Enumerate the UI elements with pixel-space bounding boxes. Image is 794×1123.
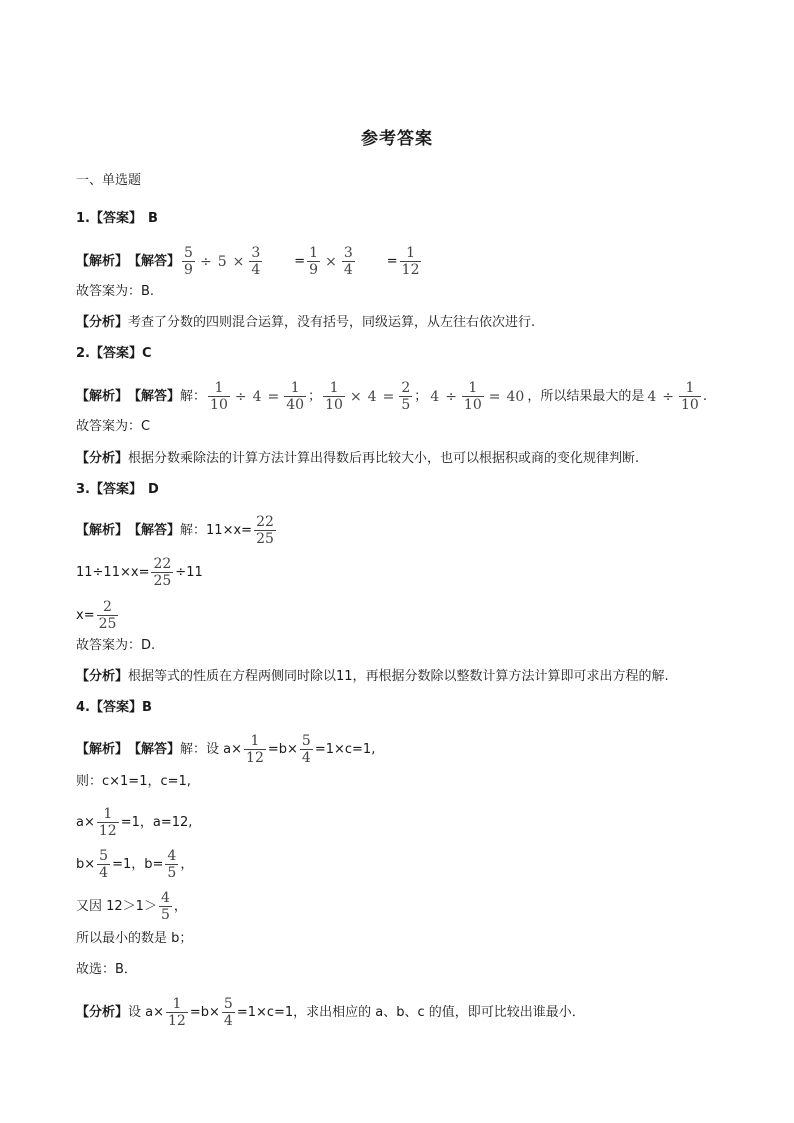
q3-remark-line [76,667,669,687]
q2-number-4: 4 [647,388,657,405]
q4-line2: 则：c×1=1，c=1, [76,774,191,789]
q4-remark-pre: 设 a× [128,1004,165,1020]
q4-line1-post: =1×c=1, [314,741,376,757]
q2-remark: 根据分数乘除法的计算方法计算出得数后再比较大小，也可以根据积或商的变化规律判断. [128,451,640,466]
q1-fraction-3-4: $\frac{3}{4}$ [251,245,261,278]
q4-fraction-5-4: $\frac{5}{4}$ [301,733,311,766]
q2-fraction-1-10-c: $\frac{1}{10}$ [463,380,482,413]
q4-answer: B [142,700,152,715]
solution-tag: 【解答】 [128,388,181,404]
divide-symbol: ÷ [234,388,247,405]
q4-line4-pre: b× [76,856,96,872]
q4-answer-line [76,698,152,718]
q3-number: 3. [76,482,90,497]
q2-number-4: 4 [367,388,377,405]
q2-answer-line [76,344,152,364]
remark-tag: 【分析】 [76,1004,129,1020]
q1-number: 1. [76,211,90,226]
q3-line2-post: ÷11 [175,564,203,580]
solution-tag: 【解答】 [128,741,181,757]
q1-fraction-1-9: $\frac{1}{9}$ [309,245,319,278]
q3-fraction-2-25: $\frac{2}{25}$ [98,599,117,632]
q2-fraction-1-10-d: $\frac{1}{10}$ [680,380,699,413]
q3-conclusion: 故答案为：D. [76,638,156,653]
q2-fraction-2-5: $\frac{2}{5}$ [401,380,411,413]
q4-line4-post: ， [180,856,194,872]
q2-tail-text: ，所以结果最大的是 [527,388,645,404]
remark-tag: 【分析】 [76,315,129,330]
solution-tag: 【解答】 [128,253,181,269]
remark-tag: 【分析】 [76,451,129,466]
answer-tag: 【答案】 [89,346,142,361]
answer-tag: 【答案】 [89,700,142,715]
remark-tag: 【分析】 [76,669,129,684]
q4-remark-line [76,997,585,1028]
q3-line3-pre: x= [76,607,95,623]
q3-equation-line3 [76,600,120,631]
answer-tag: 【答案】 [89,211,142,226]
divide-symbol: ÷ [199,253,212,270]
q4-line5-pre: 又因 12＞1＞ [76,898,157,914]
section-heading: 一、单选题 [76,173,142,188]
q4-line5-post: ， [173,898,187,914]
q3-fraction-22-25: $\frac{22}{25}$ [256,514,274,547]
divide-symbol: ÷ [662,388,674,405]
solution-tag: 【解答】 [128,522,181,538]
q2-number-4: 4 [252,388,262,405]
q4-line4 [76,849,193,880]
q4-line1-mid: =b× [267,741,298,757]
q4-fraction-4-5-b: $\frac{4}{5}$ [160,890,170,923]
q3-equation-line2 [76,557,203,588]
q4-line6: 所以最小的数是 b； [76,931,193,946]
q2-conclusion: 故答案为：C [76,419,151,434]
q3-solution-line [76,515,278,546]
q3-answer: D [148,482,159,497]
q4-number: 4. [76,700,90,715]
q1-answer-line [76,209,158,229]
equals-symbol: = [294,253,306,269]
q4-remark-post: =1×c=1，求出相应的 a、b、c 的值，即可比较出谁最小． [236,1004,585,1020]
separator: ； [414,388,428,404]
q2-fraction-1-10: $\frac{1}{10}$ [210,380,228,413]
q4-solution-line [76,734,375,765]
equals-symbol: = [267,388,280,405]
q4-fraction-1-12-b: $\frac{1}{12}$ [98,806,117,839]
separator: ； [308,388,322,404]
q2-fraction-1-40: $\frac{1}{40}$ [286,380,305,413]
q2-remark-line [76,449,639,469]
q4-remark-fraction-5-4: $\frac{5}{4}$ [223,996,233,1029]
q3-line2-pre: 11÷11×x= [76,564,150,580]
q2-solution-line [76,381,707,412]
multiply-symbol: × [325,253,337,270]
analysis-tag: 【解析】 [76,253,129,269]
equals-symbol: = [386,253,398,269]
q4-line1-pre: 解：设 a× [180,741,243,757]
q1-solution-line [76,246,423,277]
divide-symbol: ÷ [445,388,457,405]
q1-remark: 考查了分数的四则混合运算，没有括号，同级运算，从左往右依次进行. [128,315,536,330]
q4-fraction-4-5: $\frac{4}{5}$ [167,848,177,881]
q1-fraction-3-4-b: $\frac{3}{4}$ [343,245,353,278]
q4-fraction-5-4-b: $\frac{5}{4}$ [99,848,109,881]
q2-result-40: 40 [506,388,525,405]
q3-fraction-22-25-b: $\frac{22}{25}$ [153,556,172,589]
analysis-tag: 【解析】 [76,522,129,538]
answer-tag: 【答案】 [89,482,142,497]
q4-line5 [76,891,187,922]
q4-fraction-1-12: $\frac{1}{12}$ [246,733,264,766]
q3-equation-line1: 解：11×x= [180,522,253,538]
q2-fraction-1-10-b: $\frac{1}{10}$ [325,380,343,413]
q4-line3-pre: a× [76,814,95,830]
multiply-symbol: × [349,388,362,405]
multiply-symbol: × [232,253,245,270]
q1-number-5: 5 [217,253,227,270]
q4-line4-mid: =1，b= [112,856,164,872]
q3-answer-line [76,480,159,500]
q1-remark-line [76,313,535,333]
q1-fraction-5-9: $\frac{5}{9}$ [184,245,193,278]
q4-line3-post: =1，a=12, [120,814,193,830]
analysis-tag: 【解析】 [76,741,129,757]
q3-remark: 根据等式的性质在方程两侧同时除以11，再根据分数除以整数计算方法计算即可求出方程的解. [128,669,669,684]
period: . [702,388,707,404]
q2-prefix: 解： [180,388,207,404]
q1-answer: B [148,211,158,226]
q2-number-4: 4 [430,388,440,405]
q4-line3 [76,807,192,838]
equals-symbol: = [488,388,501,405]
q1-conclusion: 故答案为：B. [76,284,155,299]
q4-remark-fraction-1-12: $\frac{1}{12}$ [168,996,186,1029]
q4-remark-mid: =b× [189,1004,220,1020]
q2-answer: C [142,346,152,361]
q1-fraction-1-12: $\frac{1}{12}$ [401,245,420,278]
q4-conclusion: 故选：B． [76,962,137,977]
analysis-tag: 【解析】 [76,388,129,404]
page-title: 参考答案 [361,129,433,149]
equals-symbol: = [382,388,395,405]
q2-number: 2. [76,346,90,361]
